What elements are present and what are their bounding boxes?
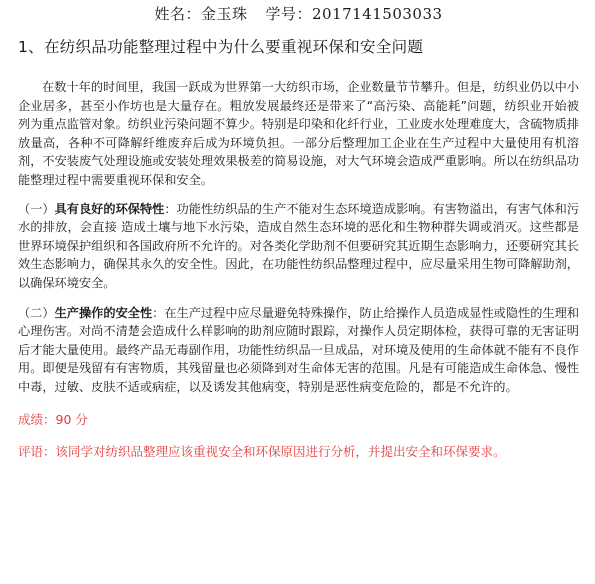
score-line: 成绩：90 分 — [18, 411, 88, 427]
teacher-comment: 评语：该同学对纺织品整理应该重视安全和环保原因进行分析，并提出安全和环保要求。 — [18, 443, 506, 459]
section-1-heading: 具有良好的环保特性 — [54, 201, 165, 216]
student-id-label: 学号： — [265, 5, 312, 23]
name-label: 姓名： — [154, 5, 201, 23]
student-info — [18, 4, 579, 24]
section-2-text: ：在生产过程中应尽量避免特殊操作，防止给操作人员造成显性或隐性的生理和心理伤害。对尚不清楚会造成什么样影响的助剂应随时跟踪，对操作人员定期体检，获得可靠的无害证明后才能大量使用。最终产品无毒副作用，功能性纺织品一旦成品，对环境及使用的生命体就不能有不良作用。即便是残留有有害物质，其残留量也必须降到对生命体无害的范围。凡是有可能造成生命体急、慢性中毒，过敏、皮肤不适或病症，以及诱发其他病变，特别是恶性病变危险的，都是不允许的。 — [18, 305, 580, 394]
answer-intro-paragraph: 在数十年的时间里，我国一跃成为世界第一大纺织市场，企业数量节节攀升。但是，纺织业仍以中小企业居多，甚至小作坊也是大量存在。粗放发展最终还是带来了“高污染、高能耗”问题，纺织业开始被列为重点监管对象。纺织业污染问题不算少。特别是印染和化纤行业，工业废水处理难度大，含硫物质排放量高，各种不可降解纤维废弃后成为环境负担。一部分后整理加工企业在生产过程中大量使用有机溶剂，不安装废气处理设施或安装处理效果极差的简易设施，对大气环境会造成严重影响。所以在纺织品功能整理过程中需要重视环保和安全。 — [18, 80, 579, 187]
answer-section-1 — [18, 200, 579, 293]
section-2-prefix: （二） — [18, 305, 55, 320]
student-id: 2017141503033 — [311, 5, 443, 23]
section-2-heading: 生产操作的安全性 — [54, 305, 153, 320]
section-1-prefix: （一） — [18, 201, 55, 216]
answer-section-2 — [18, 304, 579, 397]
student-name: 金玉珠 — [200, 5, 248, 23]
question-title: 1、在纺织品功能整理过程中为什么要重视环保和安全问题 — [18, 38, 424, 56]
section-1-text: ：功能性纺织品的生产不能对生态环境造成影响。有害物溢出，有害气体和污水的排放，会直接 造成土壤与地下水污染，造成自然生态环境的恶化和生物种群失调或消灭。这些都是世界环境保护组织和各国政府所不允许的。对各类化学助剂不但要研究其近期生态影响力，还要研究其长效生态影响力，确保其永久的安全性。因此，在功能性纺织品整理过程中，应尽量采用生物可降解助剂，以确保环境安全。 — [18, 201, 580, 290]
